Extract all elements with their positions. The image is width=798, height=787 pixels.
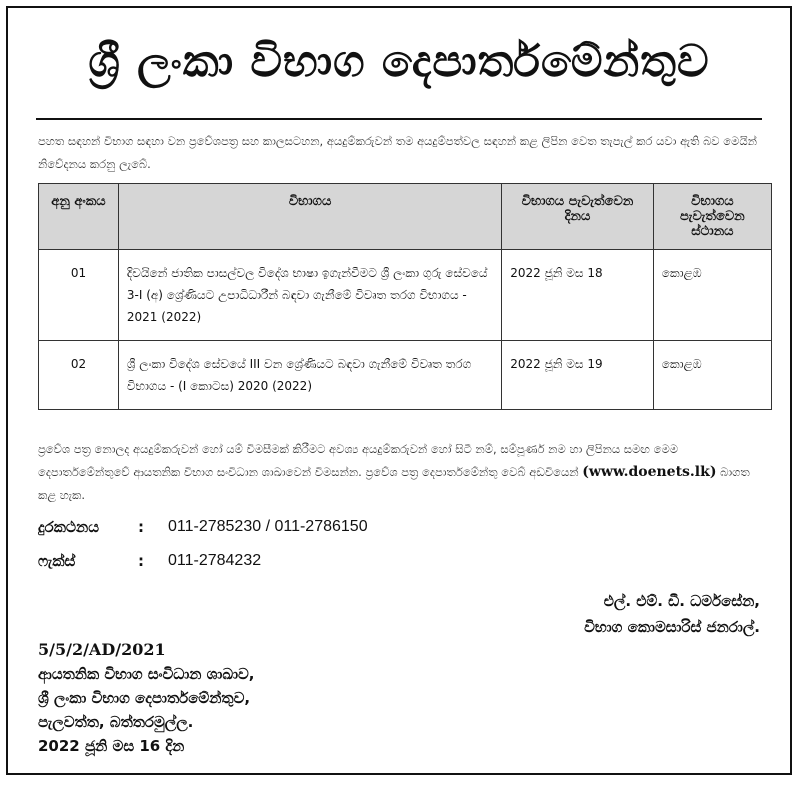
table-row [39,341,772,410]
row-number: 01 [39,250,119,341]
header-number: අනු අංකය [39,184,119,250]
fax-label: ෆැක්ස් [38,552,76,570]
phone-colon: : [138,518,144,536]
title-divider [36,118,762,120]
address-date: 2022 ජූනි මස 16 දින [38,737,185,755]
address-line3: පැලවත්ත, බත්තරමුල්ල. [38,713,194,731]
phone-line [38,518,368,536]
exam-table [38,183,772,410]
note-paragraph [38,438,760,507]
signer-block [584,588,760,640]
fax-line [38,552,261,570]
address-line1: ආයතනික විභාග සංවිධාන ශාඛාව, [38,665,255,683]
intro-paragraph: පහත සඳහන් විභාග සඳහා වන ප්‍රවේශපත්‍ර සහ කාලසටහන, අයදුම්කරුවන් තම අයදුම්පත්වල සඳහන් කළ ලිපින වෙත තැපැල් කර යවා ඇති බව මෙයින් නිවේදනය කරනු ලැබේ. [38,134,757,171]
row-date: 2022 ජූනි මස 19 [502,341,653,410]
row-exam: දිවයිනේ ජාතික පාසල්වල විදේශ භාෂා ඉගැන්වීමට ශ්‍රී ලංකා ගුරු සේවයේ 3-I (අ) ශ්‍රේණියට උපාධිධාරීන් බඳවා ගැනීමේ විවෘත තරග විභාගය - 2021 (2022) [118,250,501,341]
row-date: 2022 ජූනි මස 18 [502,250,653,341]
fax-value: 011-2784232 [168,552,262,569]
fax-colon: : [138,552,144,570]
phone-label: දුරකථනය [38,518,100,536]
address-line2: ශ්‍රී ලංකා විභාග දෙපාර්තමේන්තුව, [38,689,251,707]
table-header-row [39,184,772,250]
address-block [38,662,255,758]
row-number: 02 [39,341,119,410]
signer-name: එල්. එම්. ඩී. ධර්මසේන, [603,592,760,610]
note-after: බාගත කළ හැක. [38,465,750,502]
notice-page [6,6,792,775]
table-row [39,250,772,341]
website-link[interactable]: (www.doenets.lk) [582,464,717,480]
header-place: විභාගය පැවැත්වෙන ස්ථානය [653,184,771,250]
row-place: කොළඹ [653,250,771,341]
phone-value: 011-2785230 / 011-2786150 [168,518,368,535]
signer-title: විභාග කොමසාරිස් ජනරාල්. [584,618,760,636]
header-date: විභාගය පැවැත්වෙන දිනය [502,184,653,250]
row-exam: ශ්‍රී ලංකා විදේශ සේවයේ III වන ශ්‍රේණියට බඳවා ගැනීමේ විවෘත තරග විභාගය - (I කොටස) 2020 (2022) [118,341,501,410]
page-title: ශ්‍රී ලංකා විභාග දෙපාර්තමේන්තුව [88,36,710,87]
reference-number: 5/5/2/AD/2021 [38,640,166,659]
header-exam: විභාගය [118,184,501,250]
row-place: කොළඹ [653,341,771,410]
note-text: ප්‍රවේශ පත්‍ර නොලද අයදුම්කරුවන් හෝ යම් විමසීමක් කිරීමට අවශ්‍ය අයදුම්කරුවන් හෝ සිටී නම්, සම්පූර්ණ නම හා ලිපිනය සමඟ මෙම දෙපාර්තමේන්තුවේ ආයතනික විභාග සංවිධාන ශාඛාවෙන් විමසන්න. ප්‍රවේශ පත්‍ර දෙපාර්තමේන්තු වෙබ් අඩවියෙන් [38,442,678,479]
